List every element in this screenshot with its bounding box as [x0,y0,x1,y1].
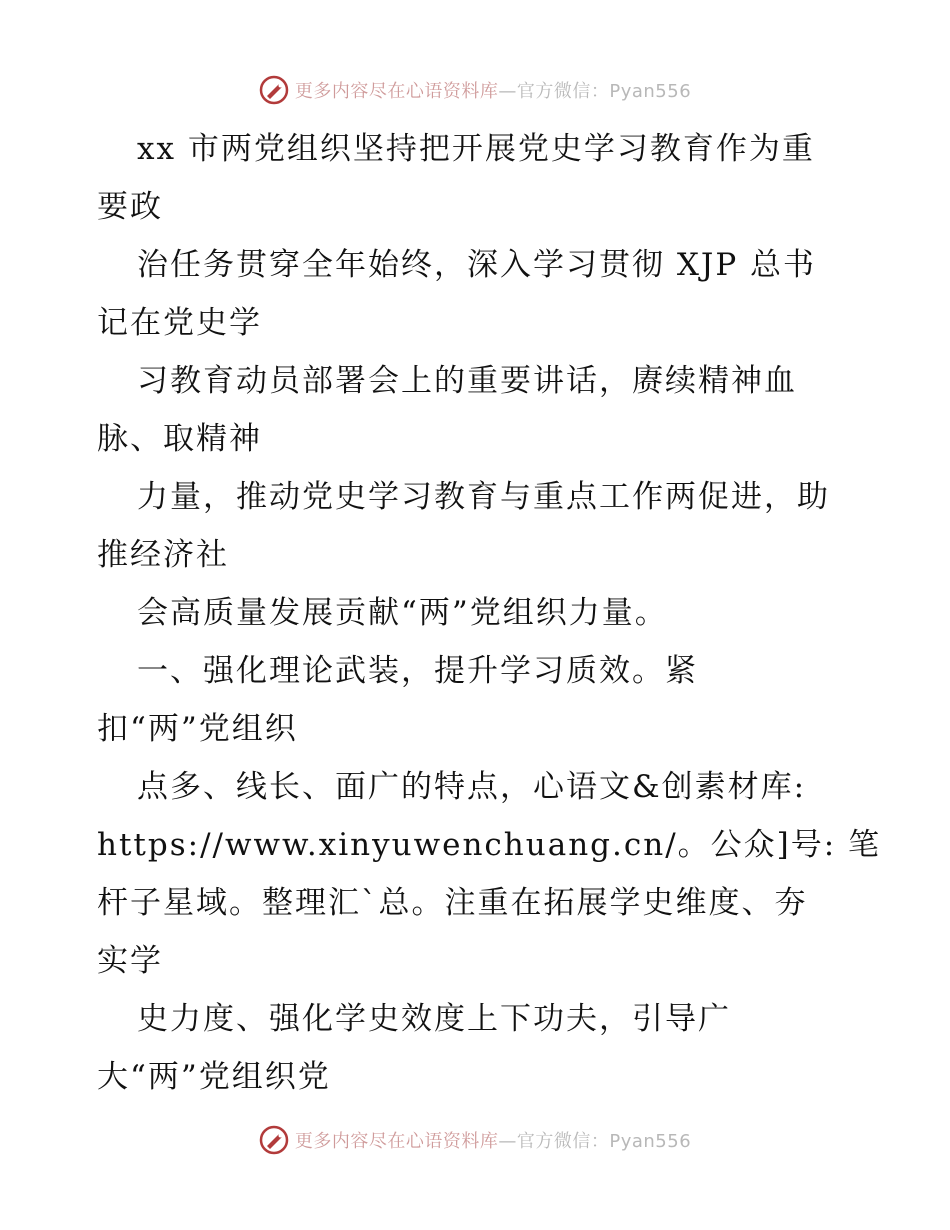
text-line: 要政 [97,189,163,225]
document-body [97,120,882,1106]
text-line: 一、强化理论武装，提升学习质效。紧 [137,653,698,689]
watermark-contact: —官方微信：Pyan556 [498,81,692,102]
text-line: 力量，推动党史学习教育与重点工作两促进，助 [137,479,830,515]
text-line: 脉、取精神 [97,421,262,457]
pen-logo-icon [259,75,289,105]
text-line: 会高质量发展贡献“两”党组织力量。 [137,595,668,631]
watermark-contact: —官方微信：Pyan556 [498,1131,692,1152]
text-line: 习教育动员部署会上的重要讲话，赓续精神血 [137,363,797,399]
pen-logo-icon [259,1125,289,1155]
watermark-brand: 更多内容尽在心语资料库 [294,81,499,102]
text-line: xx 市两党组织坚持把开展党史学习教育作为重 [137,131,815,167]
text-line: 杆子星域。整理汇`总。注重在拓展学史维度、夯 [97,885,808,921]
text-line: https://www.xinyuwenchuang.cn/。公众]号: 笔 [97,827,882,863]
text-line: 大“两”党组织党 [97,1059,331,1095]
text-line: 治任务贯穿全年始终，深入学习贯彻 XJP 总书 [137,247,817,283]
watermark-brand: 更多内容尽在心语资料库 [294,1131,499,1152]
text-line: 点多、线长、面广的特点，心语文&创素材库: [137,769,807,805]
header-watermark [0,72,950,108]
text-line: 实学 [97,943,163,979]
footer-watermark [0,1122,950,1158]
text-line: 记在党史学 [97,305,262,341]
text-line: 史力度、强化学史效度上下功夫，引导广 [137,1001,731,1037]
text-line: 扣“两”党组织 [97,711,298,747]
text-line: 推经济社 [97,537,229,573]
